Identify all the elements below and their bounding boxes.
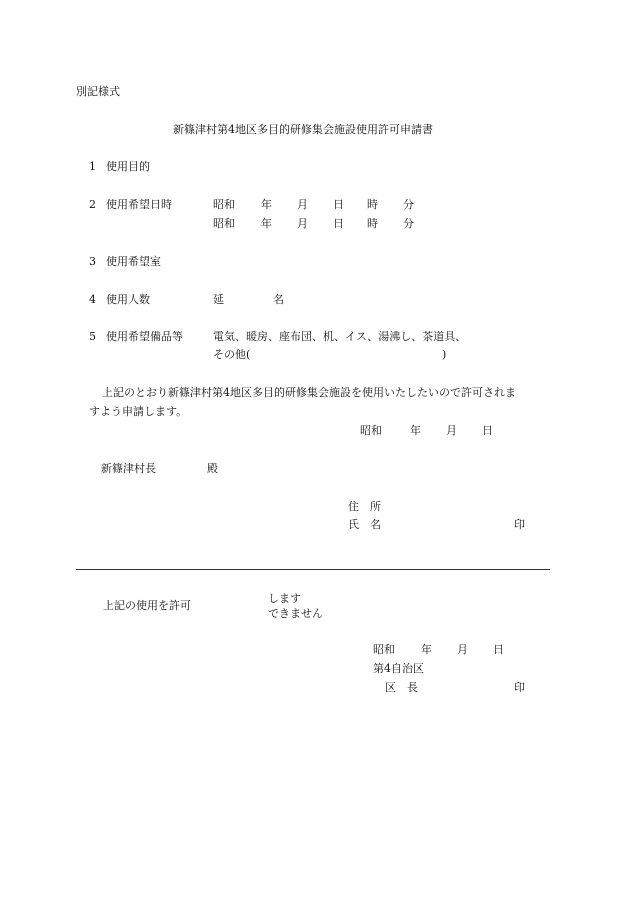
room-label: 使用希望室	[106, 255, 161, 268]
year-field: 年	[421, 643, 432, 656]
item-number: 4	[89, 293, 96, 306]
equipment-list: 電気、暖房、座布団、机、イス、湯沸し、茶道具、	[213, 330, 467, 343]
equipment-other-close: )	[442, 348, 447, 361]
form-label: 別記様式	[76, 85, 120, 98]
people-prefix: 延	[213, 293, 224, 306]
address-label: 住 所	[348, 500, 381, 513]
addressee-honorific: 殿	[207, 462, 218, 475]
purpose-label: 使用目的	[106, 160, 150, 173]
year-field: 年	[261, 198, 272, 211]
era-field: 昭和	[213, 217, 235, 230]
era-field: 昭和	[360, 424, 382, 437]
district-name: 第4自治区	[373, 662, 424, 675]
equipment-other-open: その他(	[213, 348, 251, 361]
request-text-line-1: 上記のとおり新篠津村第4地区多目的研修集会施設を使用いたしたいので許可されま	[102, 386, 516, 399]
hour-field: 時	[367, 217, 378, 230]
approval-option-no: できません	[268, 607, 323, 620]
seal-mark: 印	[514, 681, 525, 694]
month-field: 月	[297, 217, 308, 230]
item-number: 1	[89, 160, 96, 173]
era-field: 昭和	[373, 643, 395, 656]
addressee-name: 新篠津村長	[101, 462, 156, 475]
people-label: 使用人数	[106, 293, 150, 306]
day-field: 日	[333, 198, 344, 211]
section-divider	[76, 569, 550, 570]
minute-field: 分	[403, 217, 414, 230]
year-field: 年	[410, 424, 421, 437]
day-field: 日	[482, 424, 493, 437]
minute-field: 分	[403, 198, 414, 211]
seal-mark: 印	[514, 518, 525, 531]
month-field: 月	[446, 424, 457, 437]
month-field: 月	[457, 643, 468, 656]
people-unit: 名	[273, 293, 284, 306]
equipment-label: 使用希望備品等	[106, 330, 183, 343]
year-field: 年	[261, 217, 272, 230]
request-text-line-2: すよう申請します。	[89, 405, 188, 418]
item-number: 3	[89, 255, 96, 268]
approval-option-yes: します	[268, 592, 301, 605]
approval-text: 上記の使用を許可	[103, 599, 191, 612]
page-title: 新篠津村第4地区多目的研修集会施設使用許可申請書	[173, 123, 433, 136]
item-number: 5	[89, 330, 96, 343]
item-number: 2	[89, 198, 96, 211]
hour-field: 時	[367, 198, 378, 211]
day-field: 日	[493, 643, 504, 656]
datetime-label: 使用希望日時	[106, 198, 172, 211]
month-field: 月	[297, 198, 308, 211]
era-field: 昭和	[213, 198, 235, 211]
district-head-label: 区 長	[385, 681, 418, 694]
day-field: 日	[333, 217, 344, 230]
name-label: 氏 名	[348, 518, 381, 531]
